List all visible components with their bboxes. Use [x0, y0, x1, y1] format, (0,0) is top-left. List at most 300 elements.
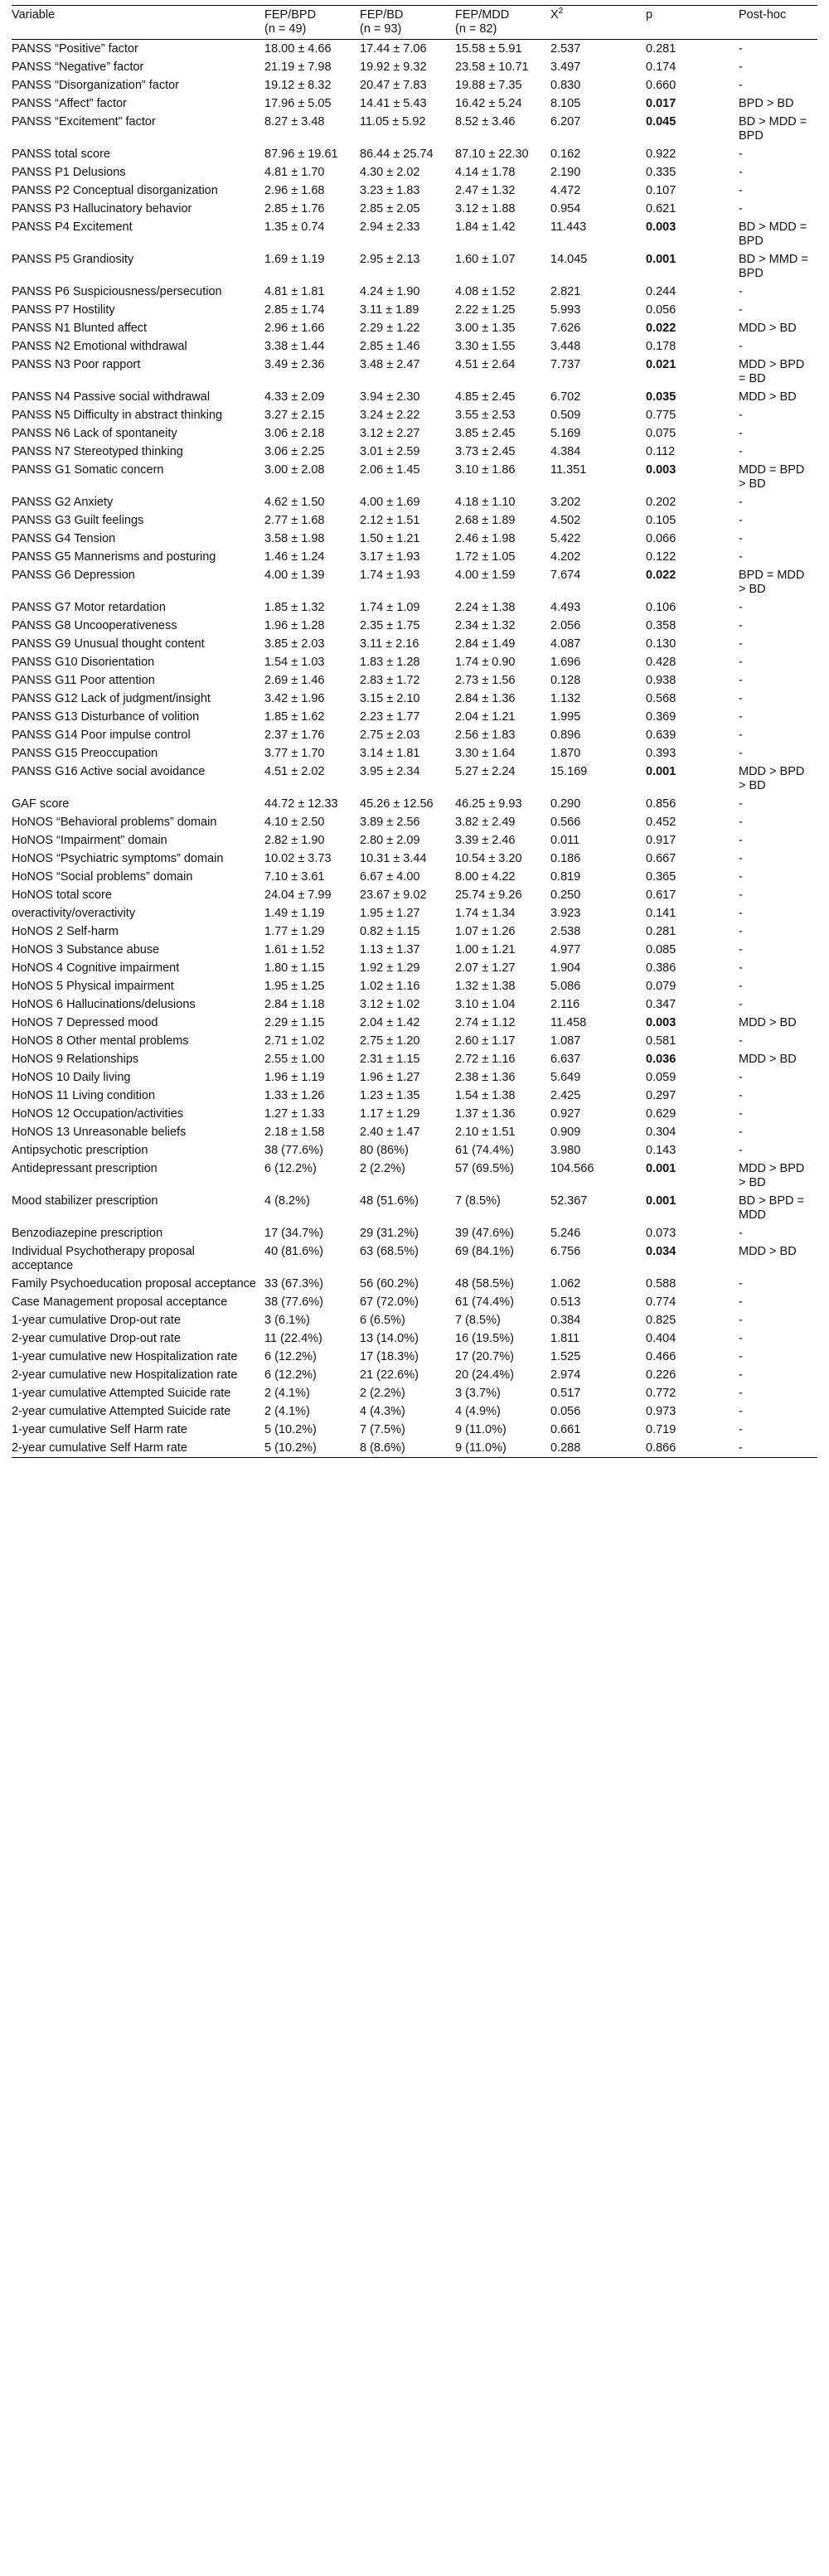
fep-bd-cell: 1.50 ± 1.21 [360, 532, 420, 545]
post-hoc-cell: - [739, 202, 743, 215]
variable-cell: PANSS G15 Preoccupation [12, 747, 158, 760]
post-hoc-cell: - [739, 445, 743, 458]
table-row [12, 424, 817, 443]
table-row [12, 1439, 817, 1458]
fep-bpd-cell: 1.33 ± 1.26 [264, 1089, 325, 1102]
post-hoc-cell: - [739, 889, 743, 902]
fep-bpd-cell: 3.06 ± 2.18 [264, 427, 325, 440]
post-hoc-cell: - [739, 61, 743, 74]
p-value-cell: 0.001 [646, 1194, 676, 1208]
fep-bpd-cell: 1.27 ± 1.33 [264, 1107, 325, 1121]
fep-bpd-cell: 38 (77.6%) [264, 1144, 323, 1157]
chi-square-cell: 1.525 [550, 1350, 581, 1363]
post-hoc-cell: - [739, 532, 743, 545]
fep-mdd-cell: 19.88 ± 7.35 [455, 79, 522, 92]
p-value-cell: 0.045 [646, 115, 676, 128]
chi-square-cell: 0.830 [550, 79, 581, 92]
header-variable: Variable [12, 6, 264, 40]
table-row [12, 977, 817, 995]
fep-mdd-cell: 2.84 ± 1.36 [455, 692, 516, 705]
chi-square-cell: 0.186 [550, 852, 581, 865]
variable-cell: PANSS “Positive” factor [12, 42, 138, 56]
fep-bpd-cell: 3.38 ± 1.44 [264, 340, 325, 353]
fep-bpd-cell: 24.04 ± 7.99 [264, 889, 332, 902]
variable-cell: HoNOS 11 Living condition [12, 1089, 156, 1102]
fep-bpd-cell: 2.69 ± 1.46 [264, 674, 325, 687]
p-value-cell: 0.143 [646, 1144, 676, 1157]
table-row [12, 831, 817, 850]
chi-square-cell: 6.207 [550, 115, 581, 128]
post-hoc-cell: - [739, 1405, 743, 1418]
table-row [12, 1192, 817, 1224]
fep-bpd-cell: 3.58 ± 1.98 [264, 532, 325, 545]
p-value-cell: 0.105 [646, 514, 676, 527]
fep-mdd-cell: 4.08 ± 1.52 [455, 285, 516, 298]
chi-square-cell: 0.927 [550, 1107, 581, 1121]
post-hoc-cell: - [739, 550, 743, 564]
fep-bd-cell: 29 (31.2%) [360, 1227, 419, 1240]
variable-cell: HoNOS “Social problems” domain [12, 870, 193, 884]
chi-square-cell: 0.128 [550, 674, 581, 687]
fep-mdd-cell: 23.58 ± 10.71 [455, 61, 529, 74]
p-value-cell: 0.059 [646, 1071, 676, 1084]
fep-bd-cell: 3.94 ± 2.30 [360, 390, 420, 404]
p-value-cell: 0.335 [646, 166, 676, 179]
fep-mdd-cell: 2.10 ± 1.51 [455, 1126, 516, 1139]
fep-bd-cell: 45.26 ± 12.56 [360, 797, 434, 811]
table-row [12, 58, 817, 76]
header-fep-mdd: FEP/MDD (n = 82) [455, 6, 550, 40]
p-value-cell: 0.428 [646, 656, 676, 669]
fep-bpd-cell: 1.96 ± 1.19 [264, 1071, 325, 1084]
variable-cell: PANSS G1 Somatic concern [12, 463, 164, 477]
chi-square-cell: 5.422 [550, 532, 581, 545]
table-row [12, 319, 817, 337]
fep-mdd-cell: 1.60 ± 1.07 [455, 253, 516, 266]
fep-bpd-cell: 2.37 ± 1.76 [264, 729, 325, 742]
fep-bd-cell: 2.75 ± 2.03 [360, 729, 420, 742]
post-hoc-cell: - [739, 1314, 743, 1327]
table-row [12, 1014, 817, 1032]
chi-square-cell: 2.425 [550, 1089, 581, 1102]
header-row [12, 6, 817, 40]
fep-mdd-cell: 2.56 ± 1.83 [455, 729, 516, 742]
chi-square-cell: 3.497 [550, 61, 581, 74]
fep-mdd-cell: 5.27 ± 2.24 [455, 765, 516, 778]
chi-square-cell: 0.513 [550, 1295, 581, 1309]
fep-bd-cell: 21 (22.6%) [360, 1368, 419, 1382]
chi-square-cell: 1.870 [550, 747, 581, 760]
fep-bd-cell: 63 (68.5%) [360, 1245, 419, 1258]
fep-bd-cell: 17 (18.3%) [360, 1350, 419, 1363]
p-value-cell: 0.386 [646, 961, 676, 975]
variable-cell: PANSS “Negative” factor [12, 61, 144, 74]
fep-bpd-cell: 2.85 ± 1.74 [264, 303, 325, 317]
fep-bd-cell: 3.01 ± 2.59 [360, 445, 420, 458]
fep-bpd-cell: 11 (22.4%) [264, 1332, 322, 1345]
fep-bd-cell: 4.30 ± 2.02 [360, 166, 420, 179]
fep-bd-cell: 11.05 ± 5.92 [360, 115, 426, 128]
chi-square-cell: 11.443 [550, 220, 587, 234]
fep-bpd-cell: 2.82 ± 1.90 [264, 834, 325, 847]
variable-cell: 2-year cumulative Attempted Suicide rate [12, 1405, 231, 1418]
fep-mdd-cell: 17 (20.7%) [455, 1350, 514, 1363]
table-row [12, 493, 817, 511]
table-row [12, 200, 817, 218]
post-hoc-cell: - [739, 710, 743, 724]
chi-square-cell: 5.246 [550, 1227, 581, 1240]
fep-bpd-cell: 2.71 ± 1.02 [264, 1034, 325, 1048]
fep-bpd-cell: 4.81 ± 1.81 [264, 285, 325, 298]
p-value-cell: 0.226 [646, 1368, 676, 1382]
table-row [12, 511, 817, 530]
table-row [12, 995, 817, 1014]
fep-mdd-cell: 3 (3.7%) [455, 1387, 501, 1400]
fep-mdd-cell: 2.34 ± 1.32 [455, 619, 516, 632]
fep-mdd-cell: 7 (8.5%) [455, 1194, 501, 1208]
chi-square-cell: 6.702 [550, 390, 581, 404]
fep-bpd-cell: 1.80 ± 1.15 [264, 961, 325, 975]
p-value-cell: 0.922 [646, 148, 676, 161]
chi-square-cell: 5.169 [550, 427, 581, 440]
chi-square-cell: 2.056 [550, 619, 581, 632]
chi-square-cell: 0.056 [550, 1405, 581, 1418]
fep-mdd-cell: 1.32 ± 1.38 [455, 980, 516, 993]
fep-bd-cell: 2.35 ± 1.75 [360, 619, 420, 632]
fep-bpd-cell: 33 (67.3%) [264, 1277, 323, 1290]
post-hoc-cell: - [739, 1107, 743, 1121]
table-row [12, 708, 817, 726]
chi-square-cell: 3.980 [550, 1144, 581, 1157]
fep-bd-cell: 23.67 ± 9.02 [360, 889, 427, 902]
table-row [12, 1087, 817, 1105]
fep-bd-cell: 3.15 ± 2.10 [360, 692, 420, 705]
table-row [12, 850, 817, 868]
post-hoc-cell: MDD > BPD = BD [739, 358, 805, 385]
fep-bpd-cell: 2.85 ± 1.76 [264, 202, 325, 215]
chi-square-cell: 4.493 [550, 601, 581, 614]
post-hoc-cell: - [739, 601, 743, 614]
p-value-cell: 0.452 [646, 816, 676, 829]
fep-bpd-cell: 8.27 ± 3.48 [264, 115, 325, 128]
p-value-cell: 0.358 [646, 619, 676, 632]
fep-bd-cell: 86.44 ± 25.74 [360, 148, 434, 161]
table-row [12, 388, 817, 406]
p-value-cell: 0.667 [646, 852, 676, 865]
p-value-cell: 0.178 [646, 340, 676, 353]
variable-cell: PANSS P5 Grandiosity [12, 253, 134, 266]
p-value-cell: 0.017 [646, 97, 676, 110]
fep-bpd-cell: 18.00 ± 4.66 [264, 42, 332, 56]
fep-bd-cell: 4.00 ± 1.69 [360, 496, 420, 509]
p-value-cell: 0.297 [646, 1089, 676, 1102]
p-value-cell: 0.304 [646, 1126, 676, 1139]
post-hoc-cell: - [739, 797, 743, 811]
table-row [12, 76, 817, 94]
post-hoc-cell: - [739, 619, 743, 632]
fep-bd-cell: 3.23 ± 1.83 [360, 184, 420, 197]
variable-cell: overactivity/overactivity [12, 907, 136, 920]
table-header [12, 6, 817, 40]
fep-bd-cell: 67 (72.0%) [360, 1295, 419, 1309]
p-value-cell: 0.073 [646, 1227, 676, 1240]
fep-mdd-cell: 61 (74.4%) [455, 1144, 514, 1157]
post-hoc-cell: - [739, 747, 743, 760]
fep-bd-cell: 3.12 ± 2.27 [360, 427, 420, 440]
fep-bpd-cell: 4.33 ± 2.09 [264, 390, 325, 404]
p-value-cell: 0.022 [646, 569, 676, 582]
chi-square-cell: 4.384 [550, 445, 581, 458]
post-hoc-cell: - [739, 961, 743, 975]
fep-bpd-cell: 4 (8.2%) [264, 1194, 310, 1208]
table-body [12, 40, 817, 1458]
post-hoc-cell: - [739, 1089, 743, 1102]
fep-mdd-cell: 3.10 ± 1.86 [455, 463, 516, 477]
post-hoc-cell: BD > BPD = MDD [739, 1194, 804, 1222]
table-row [12, 1160, 817, 1192]
fep-bpd-cell: 1.77 ± 1.29 [264, 925, 325, 938]
fep-mdd-cell: 1.54 ± 1.38 [455, 1089, 516, 1102]
p-value-cell: 0.581 [646, 1034, 676, 1048]
fep-mdd-cell: 3.12 ± 1.88 [455, 202, 516, 215]
p-value-cell: 0.122 [646, 550, 676, 564]
fep-bpd-cell: 2 (4.1%) [264, 1387, 310, 1400]
chi-square-cell: 0.954 [550, 202, 581, 215]
variable-cell: PANSS G10 Disorientation [12, 656, 155, 669]
fep-mdd-cell: 2.60 ± 1.17 [455, 1034, 516, 1048]
p-value-cell: 0.774 [646, 1295, 676, 1309]
chi-square-cell: 1.132 [550, 692, 581, 705]
variable-cell: PANSS P2 Conceptual disorganization [12, 184, 218, 197]
table-row [12, 813, 817, 831]
post-hoc-cell: MDD > BD [739, 1053, 797, 1066]
table-row [12, 218, 817, 250]
p-value-cell: 0.629 [646, 1107, 676, 1121]
post-hoc-cell: - [739, 1368, 743, 1382]
post-hoc-cell: MDD > BD [739, 322, 797, 335]
variable-cell: HoNOS 6 Hallucinations/delusions [12, 998, 196, 1011]
variable-cell: PANSS G13 Disturbance of volition [12, 710, 200, 724]
fep-bd-cell: 80 (86%) [360, 1144, 409, 1157]
fep-bd-cell: 1.02 ± 1.16 [360, 980, 420, 993]
variable-cell: PANSS “Excitement” factor [12, 115, 156, 128]
fep-bd-cell: 2.85 ± 2.05 [360, 202, 420, 215]
post-hoc-cell: - [739, 907, 743, 920]
post-hoc-cell: BD > MMD = BPD [739, 253, 808, 280]
p-value-cell: 0.021 [646, 358, 676, 371]
table-row [12, 1224, 817, 1242]
variable-cell: PANSS P1 Delusions [12, 166, 126, 179]
variable-cell: HoNOS “Psychiatric symptoms” domain [12, 852, 224, 865]
fep-mdd-cell: 46.25 ± 9.93 [455, 797, 522, 811]
p-value-cell: 0.003 [646, 463, 676, 477]
fep-mdd-cell: 2.04 ± 1.21 [455, 710, 516, 724]
fep-mdd-cell: 2.07 ± 1.27 [455, 961, 516, 975]
fep-bpd-cell: 3.49 ± 2.36 [264, 358, 325, 371]
fep-bpd-cell: 87.96 ± 19.61 [264, 148, 338, 161]
fep-bpd-cell: 3.77 ± 1.70 [264, 747, 325, 760]
chi-square-cell: 0.011 [550, 834, 580, 847]
p-value-cell: 0.369 [646, 710, 676, 724]
table-row [12, 1421, 817, 1439]
variable-cell: 2-year cumulative new Hospitalization rate [12, 1368, 238, 1382]
post-hoc-cell: - [739, 166, 743, 179]
fep-bd-cell: 1.96 ± 1.27 [360, 1071, 420, 1084]
chi-square-cell: 4.472 [550, 184, 581, 197]
fep-bd-cell: 48 (51.6%) [360, 1194, 419, 1208]
table-row [12, 1141, 817, 1160]
table-row [12, 763, 817, 795]
post-hoc-cell: - [739, 409, 743, 422]
table-row [12, 1242, 817, 1275]
fep-bpd-cell: 4.10 ± 2.50 [264, 816, 325, 829]
fep-mdd-cell: 2.73 ± 1.56 [455, 674, 516, 687]
chi-square-cell: 0.250 [550, 889, 581, 902]
chi-square-cell: 2.538 [550, 925, 581, 938]
p-value-cell: 0.107 [646, 184, 676, 197]
chi-square-cell: 0.384 [550, 1314, 581, 1327]
chi-square-cell: 1.811 [550, 1332, 580, 1345]
post-hoc-cell: - [739, 148, 743, 161]
fep-bd-cell: 2.23 ± 1.77 [360, 710, 420, 724]
table-row [12, 530, 817, 548]
post-hoc-cell: - [739, 816, 743, 829]
chi-square-cell: 3.448 [550, 340, 581, 353]
table-row [12, 1402, 817, 1421]
p-value-cell: 0.022 [646, 322, 676, 335]
header-fep-bd: FEP/BD (n = 93) [360, 6, 455, 40]
fep-bd-cell: 2 (2.2%) [360, 1387, 405, 1400]
table-row [12, 1293, 817, 1311]
p-value-cell: 0.719 [646, 1423, 676, 1436]
post-hoc-cell: - [739, 870, 743, 884]
table-row [12, 795, 817, 813]
table-row [12, 566, 817, 598]
p-value-cell: 0.404 [646, 1332, 676, 1345]
post-hoc-cell: BPD = MDD > BD [739, 569, 805, 596]
fep-mdd-cell: 15.58 ± 5.91 [455, 42, 522, 56]
table-row [12, 356, 817, 388]
fep-bpd-cell: 3.85 ± 2.03 [264, 637, 325, 651]
fep-bpd-cell: 2.96 ± 1.68 [264, 184, 325, 197]
chi-square-cell: 7.626 [550, 322, 581, 335]
fep-mdd-cell: 3.30 ± 1.64 [455, 747, 516, 760]
p-value-cell: 0.660 [646, 79, 676, 92]
fep-mdd-cell: 2.22 ± 1.25 [455, 303, 516, 317]
post-hoc-cell: - [739, 674, 743, 687]
post-hoc-cell: - [739, 496, 743, 509]
chi-square-cell: 4.502 [550, 514, 581, 527]
chi-square-cell: 2.116 [550, 998, 580, 1011]
fep-mdd-cell: 1.37 ± 1.36 [455, 1107, 516, 1121]
post-hoc-cell: - [739, 834, 743, 847]
p-value-cell: 0.393 [646, 747, 676, 760]
p-value-cell: 0.106 [646, 601, 676, 614]
p-value-cell: 0.825 [646, 1314, 676, 1327]
fep-bd-cell: 3.24 ± 2.22 [360, 409, 420, 422]
post-hoc-cell: - [739, 42, 743, 56]
chi-square-cell: 2.537 [550, 42, 581, 56]
post-hoc-cell: - [739, 1295, 743, 1309]
table-row [12, 1366, 817, 1384]
chi-square-cell: 0.517 [550, 1387, 581, 1400]
chi-square-cell: 5.086 [550, 980, 581, 993]
chi-square-cell: 1.087 [550, 1034, 581, 1048]
p-value-cell: 0.035 [646, 390, 676, 404]
variable-cell: PANSS P3 Hallucinatory behavior [12, 202, 192, 215]
fep-bd-cell: 2.31 ± 1.15 [360, 1053, 420, 1066]
table-row [12, 1105, 817, 1123]
post-hoc-cell: - [739, 1387, 743, 1400]
fep-mdd-cell: 3.73 ± 2.45 [455, 445, 516, 458]
table-row [12, 1329, 817, 1348]
fep-mdd-cell: 2.84 ± 1.49 [455, 637, 516, 651]
fep-bd-cell: 7 (7.5%) [360, 1423, 405, 1436]
fep-bd-cell: 2 (2.2%) [360, 1162, 405, 1175]
fep-bpd-cell: 2.29 ± 1.15 [264, 1016, 325, 1029]
fep-bd-cell: 3.12 ± 1.02 [360, 998, 420, 1011]
variable-cell: 1-year cumulative Self Harm rate [12, 1423, 187, 1436]
p-value-cell: 0.639 [646, 729, 676, 742]
fep-bpd-cell: 6 (12.2%) [264, 1350, 317, 1363]
table-row [12, 1123, 817, 1141]
header-fep-bpd: FEP/BPD (n = 49) [264, 6, 360, 40]
variable-cell: PANSS G16 Active social avoidance [12, 765, 206, 778]
p-value-cell: 0.466 [646, 1350, 676, 1363]
variable-cell: HoNOS “Impairment” domain [12, 834, 167, 847]
chi-square-cell: 1.904 [550, 961, 581, 975]
table-row [12, 598, 817, 617]
fep-mdd-cell: 10.54 ± 3.20 [455, 852, 522, 865]
post-hoc-cell: - [739, 1144, 743, 1157]
variable-cell: PANSS G14 Poor impulse control [12, 729, 191, 742]
variable-cell: PANSS G11 Poor attention [12, 674, 155, 687]
fep-mdd-cell: 1.74 ± 1.34 [455, 907, 516, 920]
post-hoc-cell: - [739, 1277, 743, 1290]
fep-mdd-cell: 3.85 ± 2.45 [455, 427, 516, 440]
chi-square-cell: 0.909 [550, 1126, 581, 1139]
fep-bpd-cell: 10.02 ± 3.73 [264, 852, 332, 865]
fep-bd-cell: 14.41 ± 5.43 [360, 97, 427, 110]
fep-bd-cell: 2.85 ± 1.46 [360, 340, 420, 353]
fep-mdd-cell: 61 (74.4%) [455, 1295, 514, 1309]
header-post-hoc: Post-hoc [739, 6, 817, 40]
post-hoc-cell: - [739, 1126, 743, 1139]
fep-mdd-cell: 3.39 ± 2.46 [455, 834, 516, 847]
p-value-cell: 0.003 [646, 1016, 676, 1029]
chi-square-cell: 8.105 [550, 97, 581, 110]
fep-bpd-cell: 40 (81.6%) [264, 1245, 323, 1258]
p-value-cell: 0.034 [646, 1245, 676, 1258]
fep-bd-cell: 1.92 ± 1.29 [360, 961, 420, 975]
fep-bpd-cell: 4.62 ± 1.50 [264, 496, 325, 509]
fep-mdd-cell: 9 (11.0%) [455, 1439, 550, 1458]
fep-bpd-cell: 3.00 ± 2.08 [264, 463, 325, 477]
variable-cell: PANSS total score [12, 148, 111, 161]
variable-cell: PANSS N3 Poor rapport [12, 358, 141, 371]
fep-mdd-cell: 2.46 ± 1.98 [455, 532, 516, 545]
variable-cell: 1-year cumulative Drop-out rate [12, 1314, 181, 1327]
fep-bd-cell: 3.17 ± 1.93 [360, 550, 420, 564]
fep-bpd-cell: 1.46 ± 1.24 [264, 550, 325, 564]
fep-bpd-cell: 19.12 ± 8.32 [264, 79, 332, 92]
fep-bpd-cell: 5 (10.2%) [264, 1439, 360, 1458]
table-row [12, 406, 817, 424]
table-row [12, 337, 817, 356]
results-table [12, 5, 817, 1458]
post-hoc-cell: - [739, 303, 743, 317]
fep-bd-cell: 1.74 ± 1.09 [360, 601, 420, 614]
